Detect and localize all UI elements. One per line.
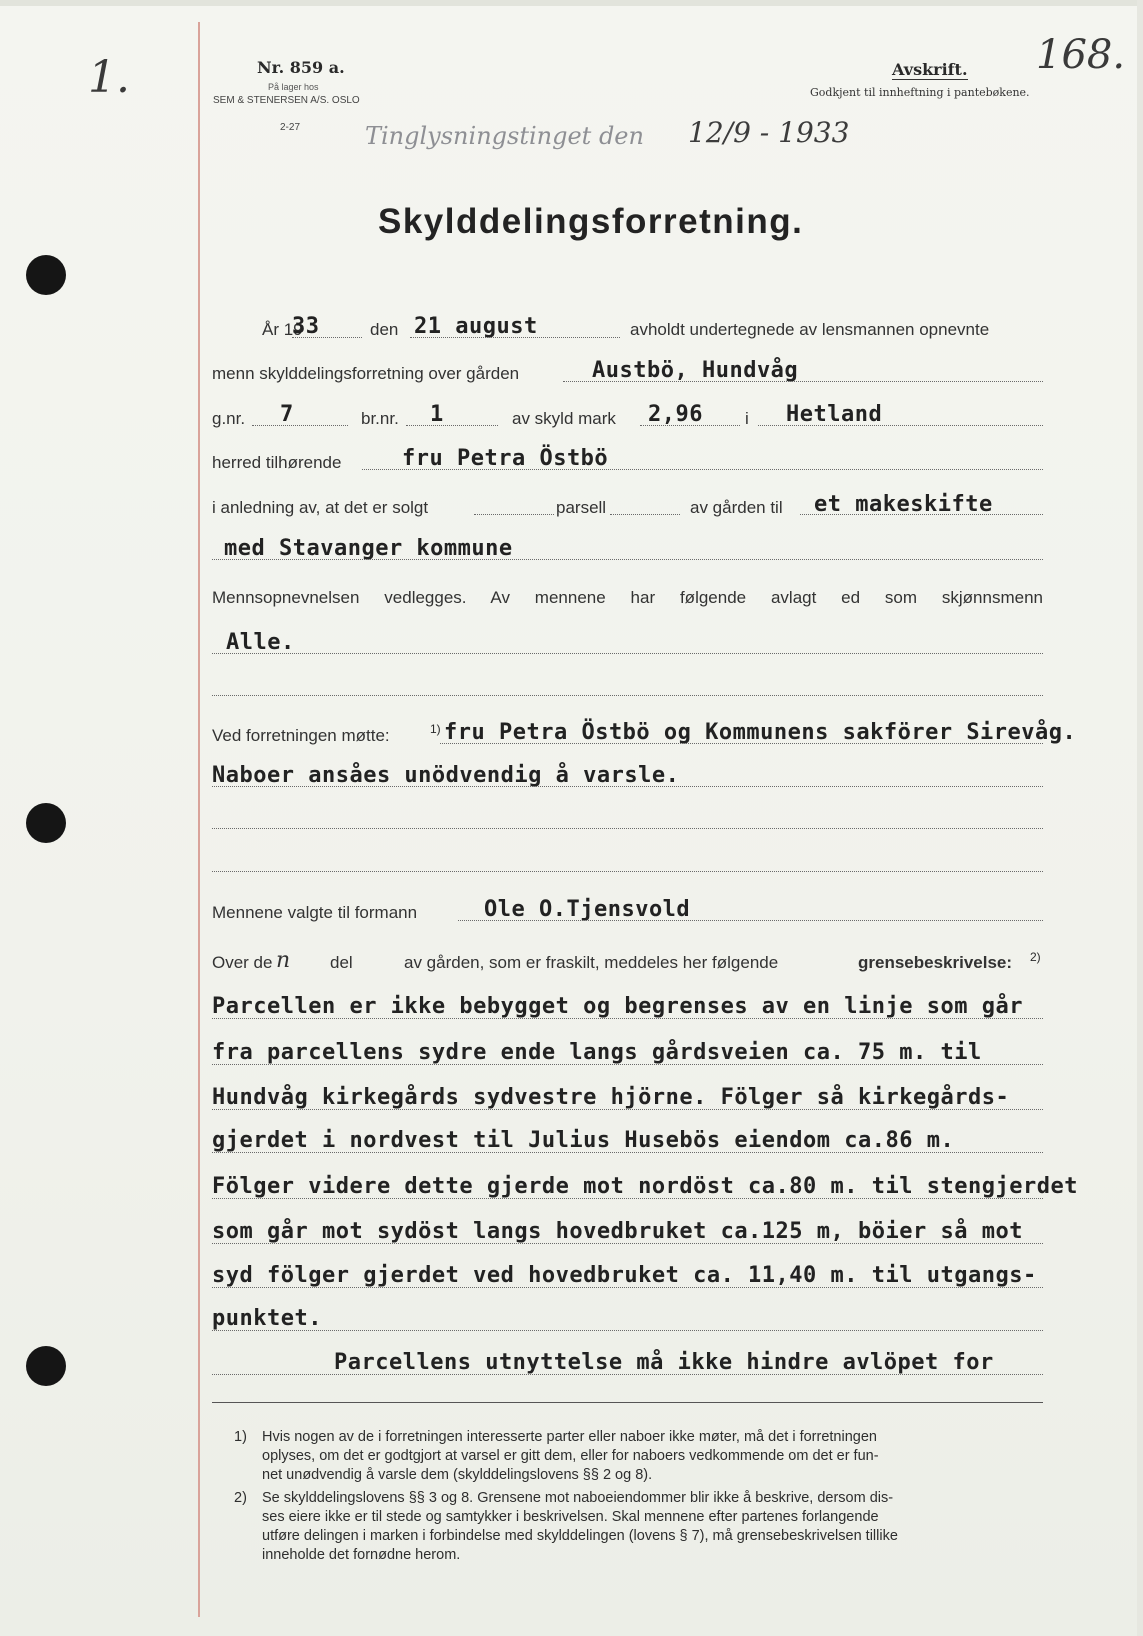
label-attended: Ved forretningen møtte: — [212, 726, 390, 745]
rule-blank-3 — [212, 871, 1043, 872]
rule-gnr — [252, 425, 348, 426]
punch-hole-bottom — [26, 1346, 66, 1386]
boundary-line-2: fra parcellens sydre ende langs gårdsveien ca. 75 m. til — [212, 1040, 982, 1065]
boundary-line-6: som går mot sydöst langs hovedbruket ca.125 m, böier så mot — [212, 1219, 1023, 1244]
label-skyld: av skyld mark — [512, 409, 616, 428]
rule-attended — [440, 743, 1043, 744]
footnote-2-line-1: Se skylddelingslovens §§ 3 og 8. Grensene mot naboeiendommer blir ikke å beskrive, dersom dis- — [262, 1490, 894, 1506]
label-del: del — [330, 953, 353, 972]
footnote-separator — [212, 1402, 1043, 1403]
label-sold: i anledning av, at det er solgt — [212, 498, 429, 517]
rule-b6 — [212, 1243, 1043, 1244]
value-neighbours: Naboer ansåes unödvendig å varsle. — [212, 763, 680, 788]
value-gnr: 7 — [280, 402, 294, 427]
value-sworn: Alle. — [226, 630, 295, 655]
label-to: av gården til — [690, 498, 783, 517]
label-gnr: g.nr. — [212, 409, 246, 428]
rule-brnr — [406, 425, 498, 426]
page-right-edge — [1137, 0, 1143, 1636]
boundary-line-7: syd fölger gjerdet ved hovedbruket ca. 11,40 m. til utgangs- — [212, 1263, 1037, 1288]
rule-b8 — [212, 1330, 1043, 1331]
label-boundary-heading: grensebeskrivelse: — [858, 953, 1013, 972]
footnote-1-line-1: Hvis nogen av de i forretningen interesserte parter eller naboer ikke møter, må det i forretningen — [262, 1429, 877, 1445]
page-number: 1. — [88, 52, 130, 103]
rule-neighbours — [212, 786, 1043, 787]
rule-blank-2 — [212, 828, 1043, 829]
value-owner: fru Petra Östbö — [402, 446, 609, 471]
value-attended: fru Petra Östbö og Kommunens sakförer Sirevåg. — [444, 720, 1077, 745]
line1-rest: avholdt undertegnede av lensmannen opnevnte — [630, 320, 990, 339]
publisher-line-1: På lager hos — [268, 82, 319, 92]
footnote-ref-1: 1) — [430, 722, 441, 736]
document-title: Skylddelingsforretning. — [378, 202, 804, 241]
footnote-2-mark: 2) — [234, 1490, 247, 1506]
rule-chairman — [458, 920, 1043, 921]
rule-b9 — [212, 1374, 1043, 1375]
rule-purpose-cont — [212, 559, 1043, 560]
label-chairman: Mennene valgte til formann — [212, 903, 418, 922]
rule-owner — [362, 469, 1043, 470]
copy-approval-note: Godkjent til innheftning i pantebøkene. — [810, 86, 1030, 99]
copy-heading: Avskrift. — [892, 60, 968, 79]
boundary-line-8: punktet. — [212, 1306, 322, 1331]
rule-purpose — [800, 514, 1043, 515]
appraisers-text: Mennsopnevnelsen vedlegges. Av mennene har følgende avlagt ed som skjønnsmenn — [212, 588, 1043, 607]
value-purpose-cont: med Stavanger kommune — [224, 536, 513, 561]
label-year: År 19 — [262, 320, 303, 339]
boundary-line-5: Fölger videre dette gjerde mot nordöst ca.80 m. til stengjerdet — [212, 1174, 1078, 1199]
label-fraskilt: av gården, som er fraskilt, meddeles her følgende — [404, 953, 779, 972]
hand-n: n — [276, 948, 291, 973]
rule-herred — [758, 425, 1043, 426]
value-brnr: 1 — [430, 402, 444, 427]
value-purpose: et makeskifte — [814, 492, 993, 517]
value-skyld: 2,96 — [648, 402, 703, 427]
rule-skyld — [640, 425, 740, 426]
rule-b4 — [212, 1152, 1043, 1153]
form-date-code: 2-27 — [280, 122, 301, 133]
page-top-edge — [0, 0, 1143, 6]
rule-b2 — [212, 1064, 1043, 1065]
registration-date: 12/9 - 1933 — [688, 116, 850, 149]
rule-parcel — [610, 514, 680, 515]
punch-hole-top — [26, 255, 66, 295]
folio-number: 168. — [1036, 32, 1126, 78]
footnote-1-line-3: net unødvendig å varsle dem (skylddelingslovens §§ 2 og 8). — [262, 1467, 653, 1483]
form-number: Nr. 859 a. — [257, 58, 345, 77]
rule-b1 — [212, 1018, 1043, 1019]
label-farm: menn skylddelingsforretning over gården — [212, 364, 520, 383]
rule-blank-1 — [212, 695, 1043, 696]
rule-date — [410, 337, 620, 338]
rule-farm — [563, 381, 1043, 382]
label-over: Over de — [212, 953, 273, 972]
rule-b5 — [212, 1198, 1043, 1199]
rule-year — [292, 337, 362, 338]
footnote-ref-2: 2) — [1030, 950, 1041, 964]
registration-stamp: Tinglysningstinget den — [365, 122, 644, 150]
boundary-line-4: gjerdet i nordvest til Julius Husebös eiendom ca.86 m. — [212, 1128, 955, 1153]
red-margin-line — [198, 22, 200, 1617]
boundary-line-9: Parcellens utnyttelse må ikke hindre avlöpet for — [334, 1350, 994, 1375]
rule-b3 — [212, 1109, 1043, 1110]
footnote-1-mark: 1) — [234, 1429, 247, 1445]
label-owner: herred tilhørende — [212, 453, 342, 472]
value-farm: Austbö, Hundvåg — [592, 358, 799, 383]
rule-sworn — [212, 653, 1043, 654]
boundary-line-1: Parcellen er ikke bebygget og begrenses av en linje som går — [212, 994, 1023, 1019]
value-herred: Hetland — [786, 402, 883, 427]
footnote-2-line-4: inneholde det fornødne herom. — [262, 1547, 461, 1563]
rule-b7 — [212, 1287, 1043, 1288]
label-den: den — [370, 320, 399, 339]
label-i: i — [745, 409, 749, 428]
footnote-2-line-2: ses eiere ikke er til stede og samtykker i beskrivelsen. Skal mennene efter partenes forlangende — [262, 1509, 879, 1525]
publisher-line-2: SEM & STENERSEN A/S. OSLO — [213, 95, 360, 106]
value-year: 33 — [292, 314, 320, 339]
footnote-1-line-2: oplyses, om det er godtgjort at varsel er gitt dem, eller for naboers vedkommende om det er fun- — [262, 1448, 879, 1464]
rule-sold — [474, 514, 554, 515]
punch-hole-middle — [26, 803, 66, 843]
footnote-2-line-3: utføre delingen i marken i forbindelse med skylddelingen (lovens § 7), må grensebeskrivelsen tillike — [262, 1528, 898, 1544]
value-date: 21 august — [414, 314, 538, 339]
value-chairman: Ole O.Tjensvold — [484, 897, 691, 922]
label-brnr: br.nr. — [361, 409, 399, 428]
boundary-line-3: Hundvåg kirkegårds sydvestre hjörne. Fölger så kirkegårds- — [212, 1085, 1010, 1110]
label-parcel: parsell — [556, 498, 607, 517]
